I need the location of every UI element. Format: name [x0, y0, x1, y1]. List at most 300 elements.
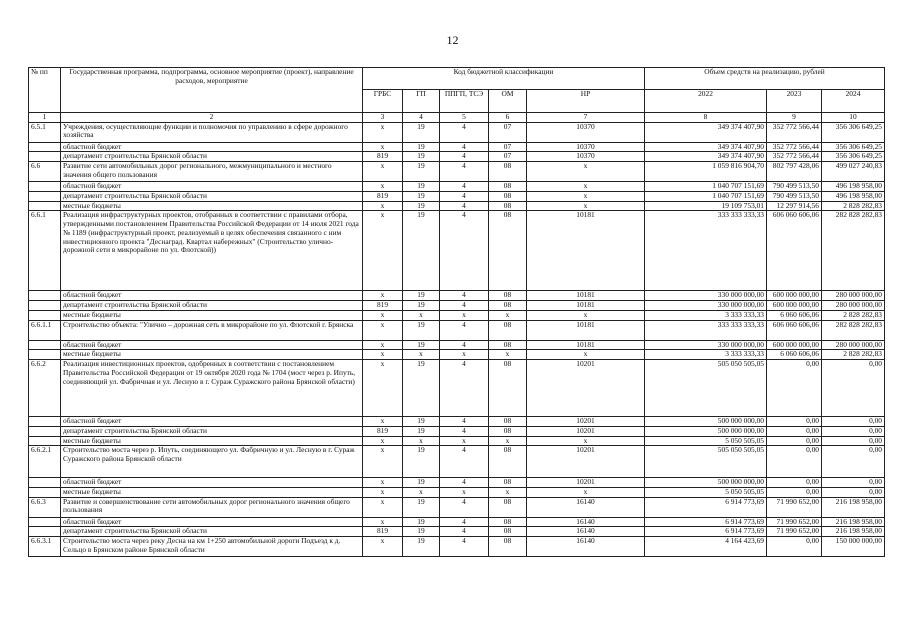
cell-name: департамент строительства Брянской области: [61, 152, 363, 162]
cell-grbs: 819: [363, 426, 403, 436]
cell-grbs: х: [363, 517, 403, 527]
cell-num: [29, 350, 61, 360]
cell-om: 08: [489, 191, 527, 201]
table-row: [29, 201, 885, 211]
table-row: [29, 291, 885, 301]
cell-nr: х: [527, 350, 645, 360]
cell-gp: 19: [403, 340, 440, 350]
cell-y2024: 282 828 282,83: [822, 320, 885, 340]
cell-name: Строительство моста через р. Ипуть, соединяющего ул. Фабричную и ул. Лесную в г. Сураж Суражского района Брянской области: [61, 446, 363, 478]
cell-ppgp: 4: [440, 191, 489, 201]
cell-grbs: х: [363, 478, 403, 488]
cell-gp: 19: [403, 417, 440, 427]
cell-om: 08: [489, 497, 527, 517]
cell-name: департамент строительства Брянской области: [61, 426, 363, 436]
cell-y2022: 19 109 753,01: [645, 201, 767, 211]
cell-y2023: 71 990 652,00: [767, 527, 822, 537]
cell-y2023: 0,00: [767, 537, 822, 557]
cell-om: 08: [489, 201, 527, 211]
cell-ppgp: 4: [440, 162, 489, 182]
cell-y2022: 500 000 000,00: [645, 426, 767, 436]
cell-y2022: 5 050 505,05: [645, 436, 767, 446]
cell-name: областной бюджет: [61, 478, 363, 488]
cell-om: 08: [489, 426, 527, 436]
cell-name: местные бюджеты: [61, 488, 363, 498]
cell-y2023: 600 000 000,00: [767, 301, 822, 311]
cell-name: местные бюджеты: [61, 350, 363, 360]
cell-om: х: [489, 436, 527, 446]
cell-y2022: 3 333 333,33: [645, 350, 767, 360]
cell-grbs: х: [363, 417, 403, 427]
cell-y2024: 0,00: [822, 478, 885, 488]
colnum: 9: [767, 113, 822, 123]
cell-y2024: 0,00: [822, 360, 885, 417]
header-name: Государственная программа, подпрограмма, основное мероприятие (проект), направление расходов, мероприятие: [61, 68, 363, 113]
cell-y2022: 500 000 000,00: [645, 478, 767, 488]
cell-y2024: 2 828 282,83: [822, 201, 885, 211]
cell-num: [29, 182, 61, 192]
cell-gp: 19: [403, 211, 440, 291]
colnum: 3: [363, 113, 403, 123]
cell-nr: 10201: [527, 446, 645, 478]
cell-nr: х: [527, 436, 645, 446]
header-year-2022: 2022: [645, 90, 767, 113]
cell-om: 08: [489, 340, 527, 350]
table-row: [29, 142, 885, 152]
cell-gp: 19: [403, 201, 440, 211]
colnum: 10: [822, 113, 885, 123]
cell-ppgp: 4: [440, 446, 489, 478]
cell-num: [29, 527, 61, 537]
colnum: 8: [645, 113, 767, 123]
cell-y2022: 6 914 773,69: [645, 527, 767, 537]
cell-num: [29, 436, 61, 446]
cell-ppgp: 4: [440, 340, 489, 350]
cell-y2022: 1 040 707 151,69: [645, 182, 767, 192]
cell-y2022: 6 914 773,69: [645, 497, 767, 517]
cell-om: х: [489, 350, 527, 360]
cell-grbs: х: [363, 162, 403, 182]
cell-nr: 16140: [527, 517, 645, 527]
cell-ppgp: 4: [440, 122, 489, 142]
cell-nr: 10370: [527, 122, 645, 142]
cell-om: 08: [489, 182, 527, 192]
cell-nr: х: [527, 182, 645, 192]
table-row: [29, 417, 885, 427]
cell-num: [29, 517, 61, 527]
cell-y2024: 216 198 958,00: [822, 527, 885, 537]
cell-gp: 19: [403, 478, 440, 488]
header-gp: ГП: [403, 90, 440, 113]
cell-gp: х: [403, 350, 440, 360]
cell-num: [29, 417, 61, 427]
cell-om: 07: [489, 152, 527, 162]
cell-grbs: 819: [363, 527, 403, 537]
header-grbs: ГРБС: [363, 90, 403, 113]
cell-gp: 19: [403, 517, 440, 527]
cell-y2023: 790 499 513,50: [767, 182, 822, 192]
cell-num: [29, 291, 61, 301]
cell-num: 6.6.1: [29, 211, 61, 291]
cell-y2024: 499 027 240,83: [822, 162, 885, 182]
cell-gp: 19: [403, 446, 440, 478]
cell-ppgp: 4: [440, 360, 489, 417]
cell-name: местные бюджеты: [61, 436, 363, 446]
cell-grbs: х: [363, 211, 403, 291]
cell-y2023: 352 772 566,44: [767, 152, 822, 162]
cell-num: [29, 191, 61, 201]
cell-gp: 19: [403, 301, 440, 311]
cell-num: [29, 478, 61, 488]
cell-name: Строительство объекта: "Улично – дорожная сеть в микрорайоне по ул. Флотской г. Брянска: [61, 320, 363, 340]
cell-ppgp: 4: [440, 201, 489, 211]
header-year-2024: 2024: [822, 90, 885, 113]
cell-ppgp: 4: [440, 142, 489, 152]
cell-om: 08: [489, 162, 527, 182]
cell-y2024: 282 828 282,83: [822, 211, 885, 291]
cell-ppgp: 4: [440, 497, 489, 517]
cell-y2024: 2 828 282,83: [822, 310, 885, 320]
table-row: [29, 497, 885, 517]
cell-y2023: 0,00: [767, 360, 822, 417]
cell-y2022: 330 000 000,00: [645, 301, 767, 311]
cell-y2024: 356 306 649,25: [822, 152, 885, 162]
cell-grbs: х: [363, 350, 403, 360]
cell-ppgp: 4: [440, 291, 489, 301]
cell-ppgp: х: [440, 350, 489, 360]
cell-y2022: 349 374 407,90: [645, 122, 767, 142]
colnum: 1: [29, 113, 61, 123]
cell-nr: х: [527, 201, 645, 211]
cell-gp: х: [403, 310, 440, 320]
cell-y2024: 280 000 000,00: [822, 340, 885, 350]
cell-num: 6.6.1.1: [29, 320, 61, 340]
cell-num: 6.6.2: [29, 360, 61, 417]
cell-name: Развитие и совершенствование сети автомобильных дорог регионального значения общего пользования: [61, 497, 363, 517]
cell-y2022: 6 914 773,69: [645, 517, 767, 527]
cell-name: областной бюджет: [61, 291, 363, 301]
cell-name: Развитие сети автомобильных дорог регионального, межмуниципального и местного значения общего пользования: [61, 162, 363, 182]
cell-num: [29, 310, 61, 320]
cell-name: Строительство моста через реку Десна на км 1+250 автомобильной дороги Подъезд к д. Сельцо в Брянском районе Брянской области: [61, 537, 363, 557]
cell-nr: 10181: [527, 340, 645, 350]
cell-y2023: 0,00: [767, 478, 822, 488]
cell-y2023: 606 060 606,06: [767, 320, 822, 340]
cell-gp: х: [403, 436, 440, 446]
cell-ppgp: 4: [440, 320, 489, 340]
cell-om: 07: [489, 122, 527, 142]
cell-y2023: 352 772 566,44: [767, 142, 822, 152]
table-row: [29, 360, 885, 417]
cell-num: 6.6.3.1: [29, 537, 61, 557]
cell-nr: 16140: [527, 537, 645, 557]
table-row: [29, 191, 885, 201]
cell-nr: 10201: [527, 417, 645, 427]
header-ppgp: ППГП, ТСЭ: [440, 90, 489, 113]
cell-num: [29, 152, 61, 162]
cell-ppgp: 4: [440, 301, 489, 311]
header-nr: НР: [527, 90, 645, 113]
header-kbk: Код бюджетной классификации: [363, 68, 645, 90]
cell-y2022: 4 164 423,69: [645, 537, 767, 557]
table-row: [29, 182, 885, 192]
cell-ppgp: 4: [440, 527, 489, 537]
cell-nr: 10201: [527, 478, 645, 488]
cell-num: 6.6.2.1: [29, 446, 61, 478]
cell-y2023: 600 000 000,00: [767, 291, 822, 301]
cell-grbs: х: [363, 340, 403, 350]
cell-y2024: 496 198 958,00: [822, 182, 885, 192]
cell-grbs: х: [363, 446, 403, 478]
cell-num: [29, 426, 61, 436]
cell-nr: 10181: [527, 301, 645, 311]
cell-y2024: 356 306 649,25: [822, 142, 885, 152]
cell-y2024: 0,00: [822, 426, 885, 436]
colnum: 7: [527, 113, 645, 123]
table-row: [29, 211, 885, 291]
table-row: [29, 446, 885, 478]
cell-y2022: 505 050 505,05: [645, 446, 767, 478]
cell-gp: 19: [403, 497, 440, 517]
table-row: [29, 152, 885, 162]
table-row: [29, 350, 885, 360]
table-row: [29, 478, 885, 488]
cell-y2024: 216 198 958,00: [822, 517, 885, 527]
cell-om: 08: [489, 211, 527, 291]
header-volume: Объем средств на реализацию, рублей: [645, 68, 885, 90]
cell-ppgp: 4: [440, 182, 489, 192]
cell-name: областной бюджет: [61, 517, 363, 527]
cell-y2023: 0,00: [767, 426, 822, 436]
cell-y2024: 280 000 000,00: [822, 301, 885, 311]
cell-y2024: 280 000 000,00: [822, 291, 885, 301]
cell-name: местные бюджеты: [61, 201, 363, 211]
cell-name: Реализация инфраструктурных проектов, отобранных в соответствии с правилами отбора, утвержденными постановлением Правительства Российской Федерации от 14 июля 2021 года № 1189 (инфраструктурный проект, реализуемый в целях обеспечения связанного с ним инвестиционного проекта "Деснаград. Квартал набережных" (Строительство улично-дорожной сети в микрорайоне по ул. Флотской)): [61, 211, 363, 291]
cell-gp: 19: [403, 426, 440, 436]
cell-nr: х: [527, 488, 645, 498]
cell-num: [29, 201, 61, 211]
cell-ppgp: х: [440, 488, 489, 498]
cell-y2022: 330 000 000,00: [645, 291, 767, 301]
cell-grbs: х: [363, 142, 403, 152]
cell-grbs: х: [363, 436, 403, 446]
page-number: 12: [446, 33, 459, 47]
cell-y2022: 349 374 407,90: [645, 152, 767, 162]
cell-om: 08: [489, 478, 527, 488]
table-row: [29, 122, 885, 142]
cell-nr: х: [527, 162, 645, 182]
cell-y2023: 6 060 606,06: [767, 350, 822, 360]
cell-grbs: х: [363, 320, 403, 340]
table-row: [29, 340, 885, 350]
cell-y2022: 330 000 000,00: [645, 340, 767, 350]
cell-num: [29, 301, 61, 311]
cell-y2023: 606 060 606,06: [767, 211, 822, 291]
table-row: [29, 527, 885, 537]
cell-om: 08: [489, 360, 527, 417]
cell-nr: 16140: [527, 497, 645, 517]
colnum: 4: [403, 113, 440, 123]
table-body: [29, 122, 885, 556]
cell-gp: 19: [403, 162, 440, 182]
cell-num: [29, 340, 61, 350]
colnum: 5: [440, 113, 489, 123]
cell-grbs: х: [363, 360, 403, 417]
cell-name: областной бюджет: [61, 182, 363, 192]
cell-grbs: х: [363, 310, 403, 320]
cell-y2024: 150 000 000,00: [822, 537, 885, 557]
cell-om: 08: [489, 537, 527, 557]
cell-grbs: х: [363, 497, 403, 517]
cell-y2022: 1 059 816 904,70: [645, 162, 767, 182]
cell-y2024: 356 306 649,25: [822, 122, 885, 142]
cell-name: департамент строительства Брянской области: [61, 527, 363, 537]
table-row: [29, 436, 885, 446]
cell-gp: 19: [403, 122, 440, 142]
cell-ppgp: 4: [440, 152, 489, 162]
table-row: [29, 517, 885, 527]
cell-y2023: 0,00: [767, 446, 822, 478]
cell-ppgp: 4: [440, 537, 489, 557]
cell-om: 08: [489, 417, 527, 427]
cell-gp: 19: [403, 320, 440, 340]
header-om: ОМ: [489, 90, 527, 113]
cell-om: х: [489, 488, 527, 498]
budget-table: [28, 67, 885, 557]
cell-nr: х: [527, 191, 645, 201]
cell-name: департамент строительства Брянской области: [61, 301, 363, 311]
cell-om: 08: [489, 517, 527, 527]
cell-name: местные бюджеты: [61, 310, 363, 320]
cell-om: 08: [489, 320, 527, 340]
cell-name: областной бюджет: [61, 142, 363, 152]
table-row: [29, 310, 885, 320]
header-num: № пп: [29, 68, 61, 113]
table-row: [29, 488, 885, 498]
cell-name: областной бюджет: [61, 417, 363, 427]
cell-y2024: 2 828 282,83: [822, 350, 885, 360]
cell-y2023: 0,00: [767, 417, 822, 427]
cell-gp: 19: [403, 152, 440, 162]
cell-ppgp: 4: [440, 211, 489, 291]
cell-y2024: 496 198 958,00: [822, 191, 885, 201]
cell-y2023: 352 772 566,44: [767, 122, 822, 142]
cell-grbs: х: [363, 488, 403, 498]
cell-num: [29, 142, 61, 152]
colnum: 6: [489, 113, 527, 123]
cell-num: 6.6.3: [29, 497, 61, 517]
table-row: [29, 162, 885, 182]
cell-name: департамент строительства Брянской области: [61, 191, 363, 201]
cell-nr: 10181: [527, 320, 645, 340]
cell-grbs: х: [363, 122, 403, 142]
cell-y2022: 505 050 505,05: [645, 360, 767, 417]
cell-om: 08: [489, 301, 527, 311]
cell-gp: 19: [403, 191, 440, 201]
cell-y2022: 333 333 333,33: [645, 320, 767, 340]
cell-nr: 16140: [527, 527, 645, 537]
header-year-2023: 2023: [767, 90, 822, 113]
table-row: [29, 426, 885, 436]
cell-ppgp: 4: [440, 417, 489, 427]
cell-grbs: х: [363, 201, 403, 211]
cell-nr: 10370: [527, 152, 645, 162]
cell-y2022: 500 000 000,00: [645, 417, 767, 427]
cell-om: 08: [489, 291, 527, 301]
cell-num: 6.5.1: [29, 122, 61, 142]
cell-nr: 10201: [527, 426, 645, 436]
cell-gp: 19: [403, 182, 440, 192]
cell-gp: 19: [403, 360, 440, 417]
cell-nr: 10201: [527, 360, 645, 417]
cell-y2023: 71 990 652,00: [767, 517, 822, 527]
table-row: [29, 537, 885, 557]
cell-y2024: 0,00: [822, 488, 885, 498]
cell-grbs: 819: [363, 301, 403, 311]
colnum: 2: [61, 113, 363, 123]
cell-ppgp: х: [440, 310, 489, 320]
table-row: [29, 320, 885, 340]
cell-name: Учреждения, осуществляющие функции и полномочия по управлению в сфере дорожного хозяйства: [61, 122, 363, 142]
cell-name: Реализация инвестиционных проектов, одобренных в соответствии с постановлением Правительства Российской Федерации от 19 октября 2020 года № 1704 (мост через р. Ипуть, соединяющий ул. Фабричная и ул. Лесную в г. Сураж Суражского района Брянской области): [61, 360, 363, 417]
table-row: [29, 301, 885, 311]
cell-om: х: [489, 310, 527, 320]
cell-y2024: 0,00: [822, 417, 885, 427]
cell-y2023: 600 000 000,00: [767, 340, 822, 350]
cell-y2023: 802 797 428,06: [767, 162, 822, 182]
cell-y2023: 12 297 914,56: [767, 201, 822, 211]
cell-nr: 10181: [527, 211, 645, 291]
cell-y2023: 6 060 606,06: [767, 310, 822, 320]
cell-name: областной бюджет: [61, 340, 363, 350]
cell-y2023: 71 990 652,00: [767, 497, 822, 517]
cell-nr: х: [527, 310, 645, 320]
cell-y2024: 216 198 958,00: [822, 497, 885, 517]
cell-y2023: 0,00: [767, 488, 822, 498]
cell-grbs: х: [363, 291, 403, 301]
cell-gp: х: [403, 488, 440, 498]
cell-y2024: 0,00: [822, 446, 885, 478]
cell-om: 08: [489, 527, 527, 537]
cell-ppgp: 4: [440, 426, 489, 436]
cell-y2022: 5 050 505,05: [645, 488, 767, 498]
cell-grbs: 819: [363, 191, 403, 201]
cell-y2023: 0,00: [767, 436, 822, 446]
cell-gp: 19: [403, 291, 440, 301]
cell-ppgp: 4: [440, 478, 489, 488]
cell-nr: 10370: [527, 142, 645, 152]
cell-ppgp: 4: [440, 517, 489, 527]
cell-y2022: 333 333 333,33: [645, 211, 767, 291]
cell-num: [29, 488, 61, 498]
cell-gp: 19: [403, 527, 440, 537]
cell-om: 08: [489, 446, 527, 478]
cell-grbs: х: [363, 537, 403, 557]
cell-gp: 19: [403, 537, 440, 557]
cell-y2023: 790 499 513,50: [767, 191, 822, 201]
cell-grbs: х: [363, 182, 403, 192]
cell-y2022: 1 040 707 151,69: [645, 191, 767, 201]
cell-y2022: 349 374 407,90: [645, 142, 767, 152]
cell-ppgp: х: [440, 436, 489, 446]
cell-grbs: 819: [363, 152, 403, 162]
cell-num: 6.6: [29, 162, 61, 182]
cell-om: 07: [489, 142, 527, 152]
cell-gp: 19: [403, 142, 440, 152]
cell-nr: 10181: [527, 291, 645, 301]
cell-y2024: 0,00: [822, 436, 885, 446]
cell-y2022: 3 333 333,33: [645, 310, 767, 320]
